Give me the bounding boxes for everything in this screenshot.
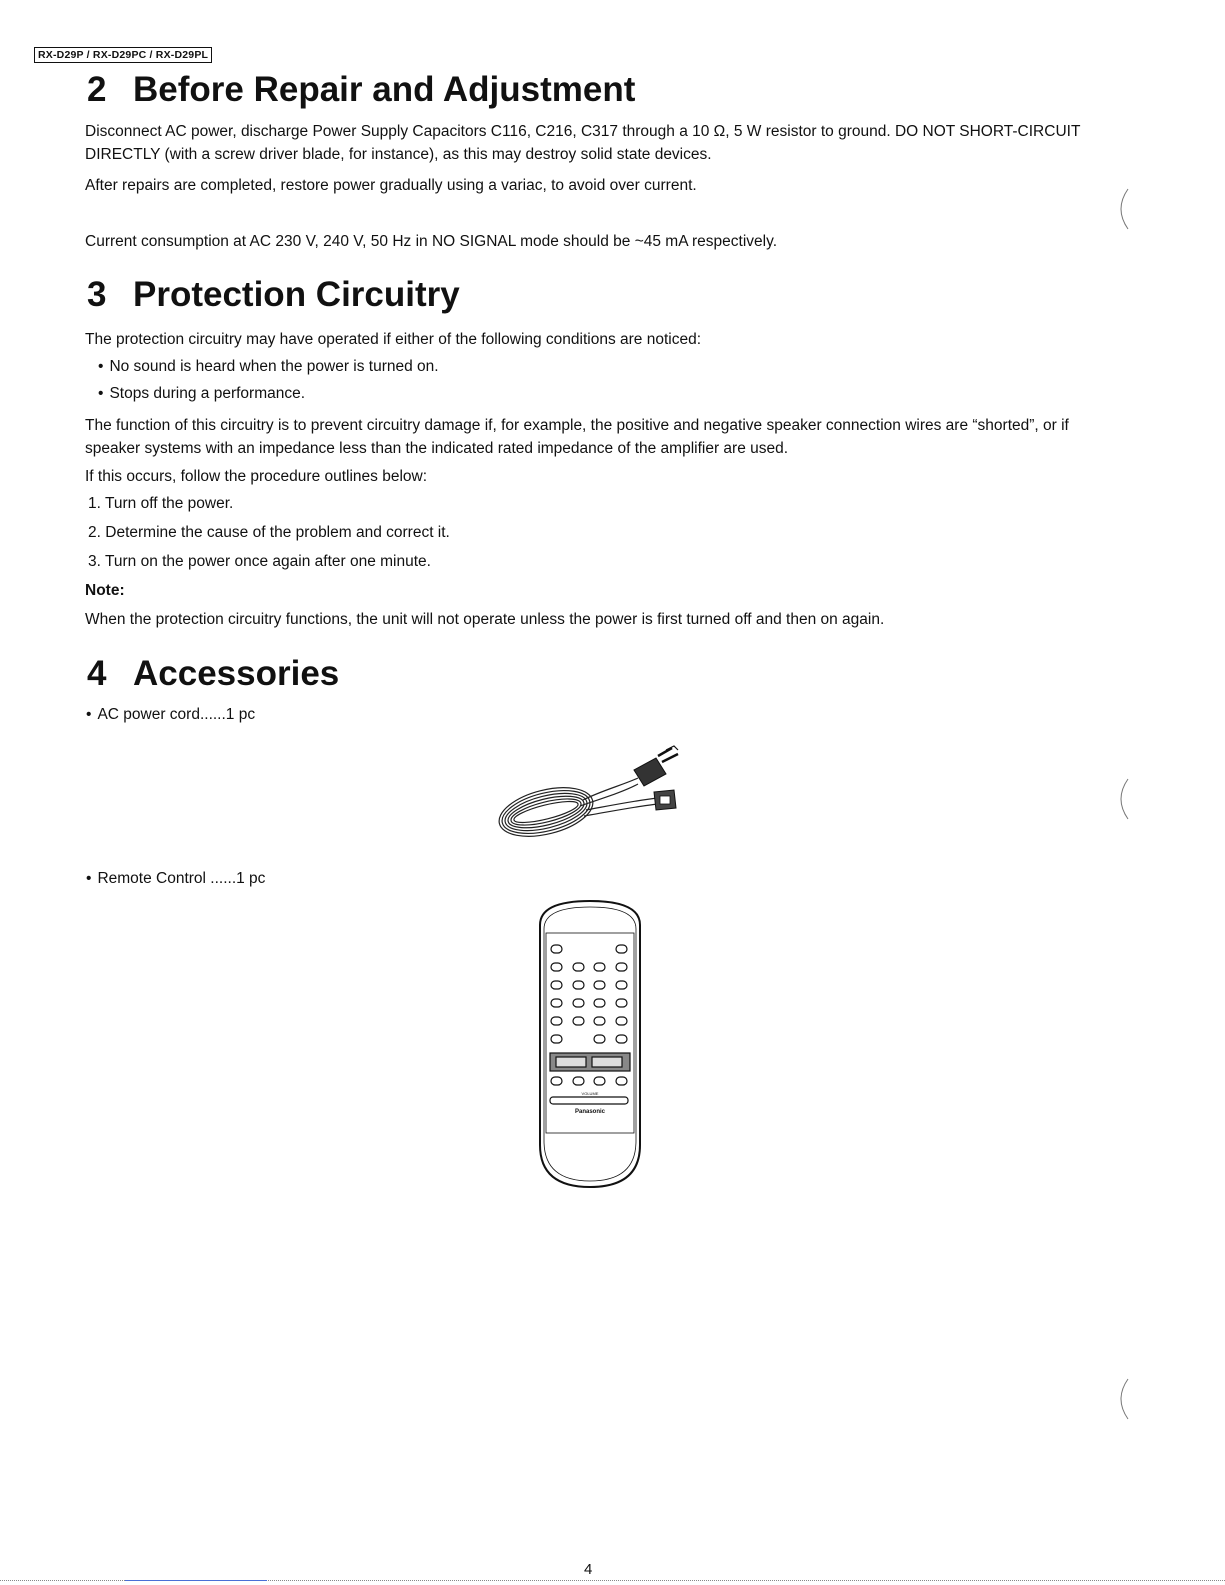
procedure-step [88,550,431,573]
accessory-item-remote-control [86,867,265,890]
plug-head [634,746,678,786]
bullet-icon: • [86,870,92,887]
bullet-icon: • [86,706,92,723]
remote-volume-label: VOLUME [581,1091,599,1096]
section-4-number: 4 [87,654,107,693]
section-4-title [87,654,339,694]
section-3-title-text: Protection Circuitry [133,275,460,314]
step-text: Turn off the power. [104,495,234,512]
section-2-title [87,70,635,110]
bullet-icon: • [98,385,104,402]
page-number: 4 [584,1561,593,1578]
section-2-paragraph-restore: After repairs are completed, restore power gradually using a variac, to avoid over current. [85,177,697,194]
connector-head [654,790,676,810]
cord-coil [494,778,658,845]
condition-text: Stops during a performance. [109,385,306,402]
scan-binding-hole-mark [1110,185,1140,235]
step-number: 3. [88,553,101,570]
procedure-step [88,492,233,515]
condition-item [98,382,305,405]
section-2-number: 2 [87,70,107,109]
link-underline-mark [125,1580,267,1581]
note-text: When the protection circuitry functions, the unit will not operate unless the power is first turned off and then on again. [85,611,885,628]
model-tag: RX-D29P / RX-D29PC / RX-D29PL [34,47,212,63]
step-text: Determine the cause of the problem and correct it. [105,524,450,541]
step-text: Turn on the power once again after one minute. [104,553,431,570]
section-2-paragraph-current: Current consumption at AC 230 V, 240 V, 50 Hz in NO SIGNAL mode should be ~45 mA respectively. [85,233,777,250]
section-3-function-paragraph: The function of this circuitry is to prevent circuitry damage if, for example, the positive and negative speaker connection wires are “shorted”, or if speaker systems with an impedance less than the indicated rated impedance of the amplifier are used. [85,417,1069,457]
condition-item [98,355,439,378]
bullet-icon: • [98,358,104,375]
accessory-text: Remote Control ......1 pc [97,870,266,887]
section-2-paragraph-discharge: Disconnect AC power, discharge Power Supply Capacitors C116, C216, C317 through a 10 Ω, 5 W resistor to ground. DO NOT SHORT-CIRCUIT DIRECTLY (with a screw driver blade, for instance), as this may destroy solid state devices. [85,123,1081,163]
step-number: 2. [88,524,101,541]
note-label: Note: [85,582,125,599]
scan-binding-hole-mark [1110,775,1140,825]
remote-brand-label: Panasonic [574,1109,606,1115]
section-2-title-text: Before Repair and Adjustment [133,70,636,109]
scan-binding-hole-mark [1110,1375,1140,1425]
step-number: 1. [88,495,101,512]
section-3-procedure-intro: If this occurs, follow the procedure outlines below: [85,468,428,485]
remote-control-illustration [530,895,650,1195]
section-4-title-text: Accessories [133,654,340,693]
accessory-item-power-cord [86,703,255,726]
accessory-text: AC power cord......1 pc [97,706,256,723]
power-cord-illustration [488,740,698,850]
procedure-step [88,521,450,544]
condition-text: No sound is heard when the power is turned on. [109,358,439,375]
section-3-intro: The protection circuitry may have operated if either of the following conditions are noticed: [85,331,702,348]
section-3-number: 3 [87,275,107,314]
section-3-title [87,275,460,315]
